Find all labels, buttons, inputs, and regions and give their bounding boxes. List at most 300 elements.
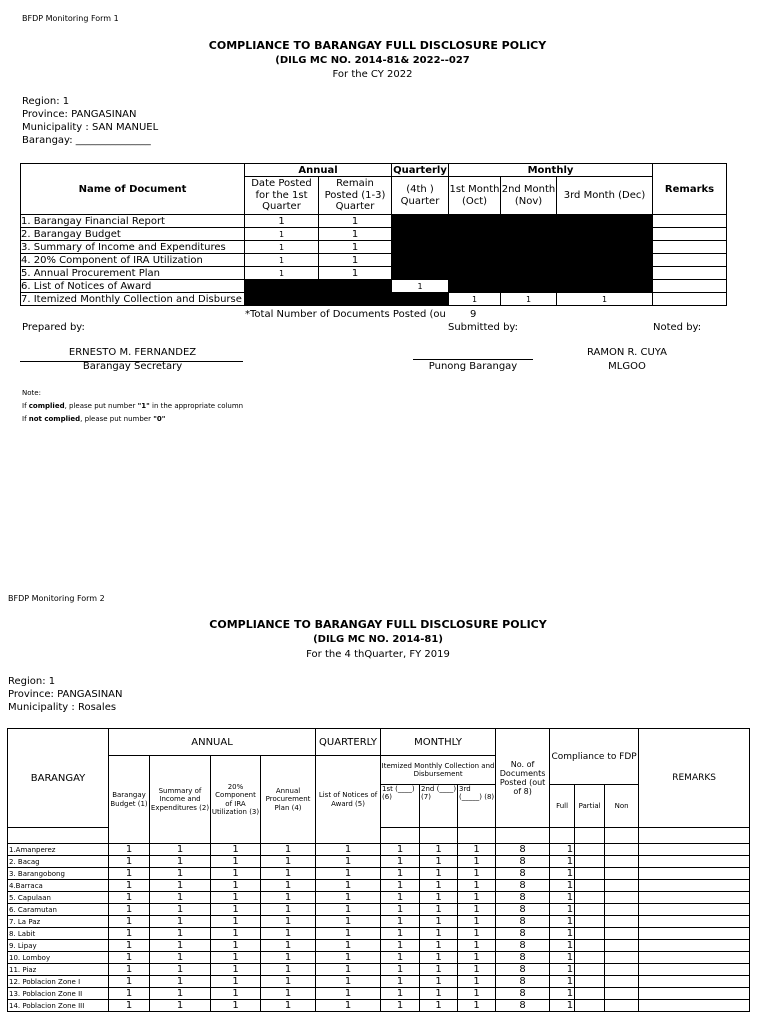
compliance-value: 1 xyxy=(458,952,496,964)
form2-subtitle: (DILG MC NO. 2014-81) xyxy=(313,634,443,645)
documents-total: 8 xyxy=(496,940,550,952)
shaded-cell xyxy=(392,267,449,280)
partial-cell xyxy=(575,1000,605,1012)
partial-cell xyxy=(575,928,605,940)
compliance-value: 1 xyxy=(150,964,211,976)
compliance-value: 1 xyxy=(211,940,261,952)
compliance-value: 1 xyxy=(381,892,420,904)
form2-municipality: Municipality : Rosales xyxy=(8,702,117,713)
partial-cell xyxy=(575,916,605,928)
compliance-value: 1 xyxy=(316,892,381,904)
compliance-value: 1 xyxy=(150,928,211,940)
compliance-value: 1 xyxy=(316,928,381,940)
non-cell xyxy=(605,940,639,952)
form2-region: Region: 1 xyxy=(8,676,56,687)
table-row xyxy=(8,868,750,880)
form1-province: Province: PANGASINAN xyxy=(22,109,137,120)
compliance-value: 1 xyxy=(381,1000,420,1012)
document-name: 7. Itemized Monthly Collection and Disburse xyxy=(21,293,245,306)
blank-cell xyxy=(458,828,496,844)
shaded-cell xyxy=(501,215,557,228)
table-row xyxy=(21,215,727,228)
compliance-value: 1 xyxy=(458,868,496,880)
remain-value: 1 xyxy=(319,215,392,228)
compliance-value: 1 xyxy=(420,952,458,964)
header-month-3: 3rd Month (Dec) xyxy=(557,177,653,215)
table-row xyxy=(8,904,750,916)
compliance-value: 1 xyxy=(316,916,381,928)
compliance-value: 1 xyxy=(420,976,458,988)
document-name: 2. Barangay Budget xyxy=(21,228,245,241)
table-row xyxy=(21,280,727,293)
note-text: If xyxy=(22,402,29,410)
remarks-cell xyxy=(653,228,727,241)
remarks-cell xyxy=(639,904,750,916)
date-posted-value: 1 xyxy=(245,254,319,267)
documents-total: 8 xyxy=(496,916,550,928)
documents-total: 8 xyxy=(496,1000,550,1012)
compliance-value: 1 xyxy=(420,940,458,952)
note-number: "1" xyxy=(137,402,150,410)
shaded-cell xyxy=(449,267,501,280)
blank-cell xyxy=(381,828,420,844)
non-cell xyxy=(605,868,639,880)
month1-value: 1 xyxy=(449,293,501,306)
partial-cell xyxy=(575,964,605,976)
shaded-cell xyxy=(319,293,392,306)
shaded-cell xyxy=(449,254,501,267)
non-cell xyxy=(605,844,639,856)
table-row xyxy=(8,916,750,928)
shaded-cell xyxy=(557,215,653,228)
compliance-value: 1 xyxy=(109,868,150,880)
compliance-value: 1 xyxy=(211,1000,261,1012)
compliance-value: 1 xyxy=(109,844,150,856)
header-quarterly: Quarterly xyxy=(393,164,447,176)
barangay-name: 4.Barraca xyxy=(8,880,109,892)
barangay-name: 3. Barangobong xyxy=(8,868,109,880)
full-value: 1 xyxy=(550,904,575,916)
shaded-cell xyxy=(449,280,501,293)
compliance-value: 1 xyxy=(150,844,211,856)
header-summary: Summary of Income and Expenditures (2) xyxy=(150,756,211,844)
full-value: 1 xyxy=(550,844,575,856)
full-value: 1 xyxy=(550,940,575,952)
shaded-cell xyxy=(501,228,557,241)
document-name: 6. List of Notices of Award xyxy=(21,280,245,293)
partial-cell xyxy=(575,844,605,856)
table-row xyxy=(21,267,727,280)
shaded-cell xyxy=(501,267,557,280)
compliance-value: 1 xyxy=(150,1000,211,1012)
compliance-value: 1 xyxy=(316,940,381,952)
header-name-of-document: Name of Document xyxy=(21,164,245,215)
header-date-posted: Date Posted for the 1st Quarter xyxy=(245,177,319,215)
full-value: 1 xyxy=(550,868,575,880)
compliance-value: 1 xyxy=(150,880,211,892)
documents-total: 8 xyxy=(496,904,550,916)
remarks-cell xyxy=(653,267,727,280)
compliance-value: 1 xyxy=(109,964,150,976)
compliance-value: 1 xyxy=(458,856,496,868)
compliance-value: 1 xyxy=(420,856,458,868)
compliance-value: 1 xyxy=(261,964,316,976)
note-text: in the appropriate column xyxy=(149,402,244,410)
full-value: 1 xyxy=(550,988,575,1000)
full-value: 1 xyxy=(550,1000,575,1012)
shaded-cell xyxy=(392,254,449,267)
preparer-name: ERNESTO M. FERNANDEZ xyxy=(68,347,197,358)
submitted-by-label: Submitted by: xyxy=(448,322,518,333)
compliance-value: 1 xyxy=(211,928,261,940)
non-cell xyxy=(605,856,639,868)
documents-total: 8 xyxy=(496,856,550,868)
header-budget: Barangay Budget (1) xyxy=(109,756,150,844)
compliance-value: 1 xyxy=(420,892,458,904)
remarks-cell xyxy=(639,952,750,964)
form1-subtitle: (DILG MC NO. 2014-81& 2022--027 xyxy=(275,55,470,66)
partial-cell xyxy=(575,940,605,952)
remain-value: 1 xyxy=(319,241,392,254)
remarks-cell xyxy=(653,215,727,228)
noter-title: MLGOO xyxy=(608,361,646,372)
noted-by-label: Noted by: xyxy=(653,322,702,333)
compliance-value: 1 xyxy=(316,856,381,868)
header-monthly: Monthly xyxy=(449,164,653,177)
full-value: 1 xyxy=(550,892,575,904)
header-month-1: 1st Month (Oct) xyxy=(449,177,501,215)
shaded-cell xyxy=(501,254,557,267)
full-value: 1 xyxy=(550,964,575,976)
compliance-value: 1 xyxy=(211,892,261,904)
compliance-value: 1 xyxy=(458,976,496,988)
prepared-by-label: Prepared by: xyxy=(22,322,85,333)
note-emphasis: complied xyxy=(28,402,65,410)
compliance-value: 1 xyxy=(261,988,316,1000)
shaded-cell xyxy=(501,280,557,293)
compliance-value: 1 xyxy=(109,988,150,1000)
compliance-value: 1 xyxy=(458,1000,496,1012)
shaded-cell xyxy=(449,228,501,241)
compliance-value: 1 xyxy=(261,892,316,904)
note-label: Note: xyxy=(22,389,41,397)
compliance-value: 1 xyxy=(316,880,381,892)
blank-cell xyxy=(420,828,458,844)
remarks-cell xyxy=(639,844,750,856)
full-value: 1 xyxy=(550,856,575,868)
shaded-cell xyxy=(245,293,319,306)
compliance-value: 1 xyxy=(150,904,211,916)
compliance-value: 1 xyxy=(381,904,420,916)
compliance-value: 1 xyxy=(420,916,458,928)
compliance-value: 1 xyxy=(109,928,150,940)
remarks-cell xyxy=(639,916,750,928)
shaded-cell xyxy=(392,241,449,254)
compliance-value: 1 xyxy=(458,964,496,976)
compliance-value: 1 xyxy=(381,856,420,868)
remarks-cell xyxy=(639,964,750,976)
compliance-value: 1 xyxy=(261,928,316,940)
full-value: 1 xyxy=(550,916,575,928)
partial-cell xyxy=(575,988,605,1000)
compliance-value: 1 xyxy=(381,940,420,952)
non-cell xyxy=(605,988,639,1000)
signature-line xyxy=(413,359,533,360)
compliance-value: 1 xyxy=(316,1000,381,1012)
document-name: 1. Barangay Financial Report xyxy=(21,215,245,228)
remarks-cell xyxy=(639,868,750,880)
remarks-cell xyxy=(639,892,750,904)
compliance-value: 1 xyxy=(150,952,211,964)
shaded-cell xyxy=(449,241,501,254)
compliance-value: 1 xyxy=(109,940,150,952)
remarks-cell xyxy=(639,928,750,940)
compliance-value: 1 xyxy=(211,904,261,916)
table-row xyxy=(8,976,750,988)
date-posted-value: 1 xyxy=(245,228,319,241)
compliance-value: 1 xyxy=(150,892,211,904)
header-compliance: Compliance to FDP xyxy=(550,729,639,785)
compliance-value: 1 xyxy=(109,976,150,988)
header-notices: List of Notices of Award (5) xyxy=(316,756,381,844)
compliance-value: 1 xyxy=(381,880,420,892)
table-row xyxy=(21,241,727,254)
compliance-value: 1 xyxy=(261,844,316,856)
non-cell xyxy=(605,952,639,964)
form1-barangay: Barangay: _______________ xyxy=(22,135,151,146)
header-annual: Annual xyxy=(245,164,392,177)
compliance-value: 1 xyxy=(381,928,420,940)
note-emphasis: not complied xyxy=(28,415,81,423)
barangay-name: 9. Lipay xyxy=(8,940,109,952)
form2-province: Province: PANGASINAN xyxy=(8,689,123,700)
blank-cell xyxy=(605,828,639,844)
shaded-cell xyxy=(501,241,557,254)
barangay-name: 2. Bacag xyxy=(8,856,109,868)
header-quarterly: QUARTERLY xyxy=(316,729,381,756)
header-ira: 20% Component of IRA Utilization (3) xyxy=(211,756,261,844)
compliance-value: 1 xyxy=(261,916,316,928)
note-text: If xyxy=(22,415,29,423)
partial-cell xyxy=(575,904,605,916)
preparer-title: Barangay Secretary xyxy=(82,361,183,372)
compliance-value: 1 xyxy=(211,976,261,988)
barangay-name: 5. Capulaan xyxy=(8,892,109,904)
shaded-cell xyxy=(557,254,653,267)
remarks-cell xyxy=(639,940,750,952)
full-value: 1 xyxy=(550,976,575,988)
shaded-cell xyxy=(392,228,449,241)
note-not-complied xyxy=(22,415,165,423)
table-row xyxy=(8,892,750,904)
compliance-value: 1 xyxy=(150,940,211,952)
full-value: 1 xyxy=(550,952,575,964)
compliance-value: 1 xyxy=(109,952,150,964)
total-value: 9 xyxy=(470,309,477,320)
documents-total: 8 xyxy=(496,880,550,892)
compliance-value: 1 xyxy=(261,868,316,880)
compliance-value: 1 xyxy=(381,964,420,976)
compliance-value: 1 xyxy=(211,856,261,868)
compliance-value: 1 xyxy=(420,868,458,880)
shaded-cell xyxy=(392,293,449,306)
compliance-value: 1 xyxy=(420,1000,458,1012)
document-name: 4. 20% Component of IRA Utilization xyxy=(21,254,245,267)
non-cell xyxy=(605,916,639,928)
shaded-cell xyxy=(557,241,653,254)
documents-total: 8 xyxy=(496,952,550,964)
table-row xyxy=(8,988,750,1000)
remarks-cell xyxy=(653,280,727,293)
noter-name: RAMON R. CUYA xyxy=(587,347,667,358)
form1-region: Region: 1 xyxy=(22,96,70,107)
remarks-cell xyxy=(639,880,750,892)
shaded-cell xyxy=(319,280,392,293)
form2-label: BFDP Monitoring Form 2 xyxy=(8,594,105,603)
header-non: Non xyxy=(605,785,639,828)
form2-rows xyxy=(8,844,750,1012)
header-month-2: 2nd Month (Nov) xyxy=(501,177,557,215)
compliance-value: 1 xyxy=(109,856,150,868)
compliance-value: 1 xyxy=(109,880,150,892)
note-text: , please put number xyxy=(64,402,138,410)
partial-cell xyxy=(575,868,605,880)
remarks-cell xyxy=(639,1000,750,1012)
compliance-value: 1 xyxy=(420,964,458,976)
compliance-value: 1 xyxy=(381,916,420,928)
date-posted-value: 1 xyxy=(245,267,319,280)
documents-total: 8 xyxy=(496,844,550,856)
remarks-cell xyxy=(639,988,750,1000)
table-row xyxy=(8,952,750,964)
compliance-value: 1 xyxy=(381,952,420,964)
remain-value: 1 xyxy=(319,254,392,267)
header-monthly: MONTHLY xyxy=(381,729,496,756)
form1-table xyxy=(20,163,727,306)
remarks-cell xyxy=(653,293,727,306)
compliance-value: 1 xyxy=(381,976,420,988)
compliance-value: 1 xyxy=(420,904,458,916)
table-row xyxy=(21,254,727,267)
compliance-value: 1 xyxy=(316,952,381,964)
barangay-name: 6. Caramutan xyxy=(8,904,109,916)
compliance-value: 1 xyxy=(458,880,496,892)
header-m3: 3rd (_____) (8) xyxy=(458,785,496,828)
compliance-value: 1 xyxy=(420,844,458,856)
compliance-value: 1 xyxy=(109,904,150,916)
non-cell xyxy=(605,976,639,988)
compliance-value: 1 xyxy=(211,916,261,928)
barangay-name: 7. La Paz xyxy=(8,916,109,928)
documents-total: 8 xyxy=(496,868,550,880)
documents-total: 8 xyxy=(496,928,550,940)
blank-cell xyxy=(550,828,575,844)
table-row xyxy=(8,928,750,940)
table-row xyxy=(21,293,727,306)
compliance-value: 1 xyxy=(211,964,261,976)
note-text: , please put number xyxy=(80,415,154,423)
compliance-value: 1 xyxy=(211,868,261,880)
compliance-value: 1 xyxy=(316,964,381,976)
shaded-cell xyxy=(557,267,653,280)
header-itemized: Itemized Monthly Collection and Disbursement xyxy=(381,756,496,785)
documents-total: 8 xyxy=(496,976,550,988)
shaded-cell xyxy=(449,215,501,228)
table-row xyxy=(8,856,750,868)
remarks-cell xyxy=(639,856,750,868)
compliance-value: 1 xyxy=(109,1000,150,1012)
non-cell xyxy=(605,928,639,940)
document-name: 5. Annual Procurement Plan xyxy=(21,267,245,280)
full-value: 1 xyxy=(550,880,575,892)
document-name: 3. Summary of Income and Expenditures xyxy=(21,241,245,254)
compliance-value: 1 xyxy=(458,988,496,1000)
compliance-value: 1 xyxy=(316,844,381,856)
compliance-value: 1 xyxy=(458,904,496,916)
compliance-value: 1 xyxy=(261,904,316,916)
form2-title: COMPLIANCE TO BARANGAY FULL DISCLOSURE POLICY xyxy=(209,618,547,631)
remarks-cell xyxy=(653,254,727,267)
compliance-value: 1 xyxy=(150,916,211,928)
compliance-value: 1 xyxy=(420,988,458,1000)
compliance-value: 1 xyxy=(381,988,420,1000)
remain-value: 1 xyxy=(319,228,392,241)
non-cell xyxy=(605,904,639,916)
quarterly-value: 1 xyxy=(392,280,449,293)
compliance-value: 1 xyxy=(261,976,316,988)
blank-cell xyxy=(639,828,750,844)
compliance-value: 1 xyxy=(150,856,211,868)
documents-total: 8 xyxy=(496,988,550,1000)
barangay-name: 8. Labit xyxy=(8,928,109,940)
note-number: "0" xyxy=(153,415,166,423)
compliance-value: 1 xyxy=(381,868,420,880)
compliance-value: 1 xyxy=(211,844,261,856)
month3-value: 1 xyxy=(557,293,653,306)
remain-value: 1 xyxy=(319,267,392,280)
form2-period: For the 4 thQuarter, FY 2019 xyxy=(306,649,450,660)
compliance-value: 1 xyxy=(316,904,381,916)
shaded-cell xyxy=(557,280,653,293)
submitter-title: Punong Barangay xyxy=(428,361,518,372)
header-num-docs: No. of Documents Posted (out of 8) xyxy=(496,729,550,828)
table-row xyxy=(8,1000,750,1012)
header-app: Annual Procurement Plan (4) xyxy=(261,756,316,844)
documents-total: 8 xyxy=(496,892,550,904)
shaded-cell xyxy=(557,228,653,241)
header-remarks: REMARKS xyxy=(639,729,750,828)
compliance-value: 1 xyxy=(150,988,211,1000)
table-row xyxy=(21,228,727,241)
header-remarks: Remarks xyxy=(653,164,727,215)
partial-cell xyxy=(575,892,605,904)
barangay-name: 11. Piaz xyxy=(8,964,109,976)
non-cell xyxy=(605,880,639,892)
barangay-name: 1.Amanperez xyxy=(8,844,109,856)
non-cell xyxy=(605,1000,639,1012)
header-fourth-quarter: (4th ) Quarter xyxy=(392,177,449,215)
compliance-value: 1 xyxy=(211,952,261,964)
total-label: *Total Number of Documents Posted (ou xyxy=(245,309,446,320)
compliance-value: 1 xyxy=(150,868,211,880)
header-remain-posted: Remain Posted (1-3) Quarter xyxy=(319,177,392,215)
compliance-value: 1 xyxy=(211,880,261,892)
compliance-value: 1 xyxy=(261,856,316,868)
form2-table xyxy=(7,728,750,1012)
form1-label: BFDP Monitoring Form 1 xyxy=(22,14,119,23)
compliance-value: 1 xyxy=(316,988,381,1000)
shaded-cell xyxy=(392,215,449,228)
